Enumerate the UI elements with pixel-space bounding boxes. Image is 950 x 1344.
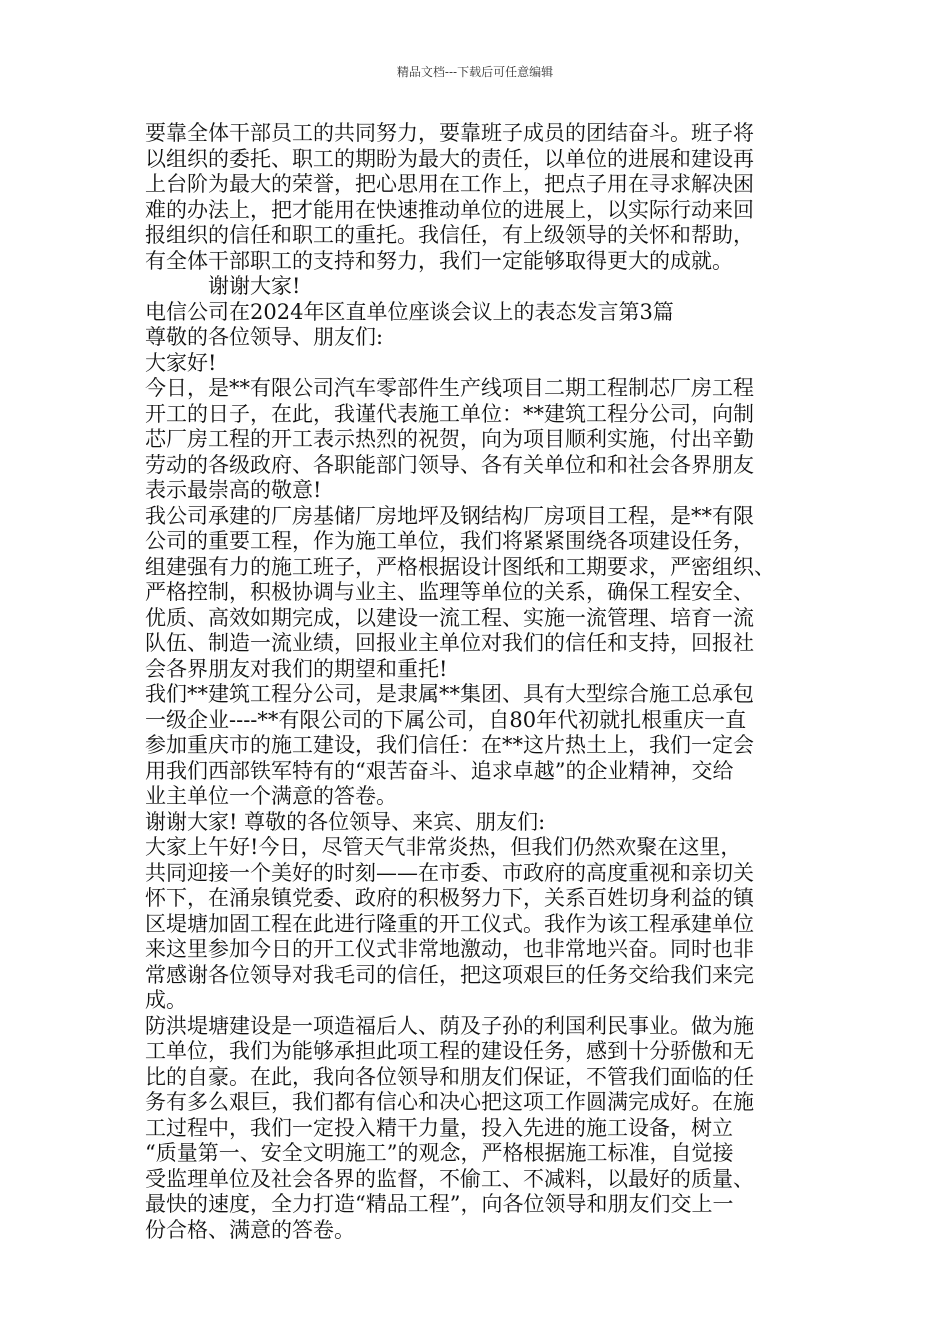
text-line: 优质、高效如期完成，以建设一流工程、实施一流管理、培育一流 <box>145 605 754 630</box>
text-line: 队伍、制造一流业绩，回报业主单位对我们的信任和支持，回报社 <box>145 631 754 655</box>
text-line: 表示最崇高的敬意! <box>145 478 322 502</box>
text-line: 尊敬的各位领导、朋友们: <box>145 325 384 349</box>
text-line: 业主单位一个满意的答卷。 <box>145 784 397 808</box>
document-body <box>145 121 815 1243</box>
text-line: 今日，是**有限公司汽车零部件生产线项目二期工程制芯厂房工程 <box>145 376 754 400</box>
text-line: 参加重庆市的施工建设，我们信任：在**这片热土上，我们一定会 <box>145 733 754 757</box>
text-line: 会各界朋友对我们的期望和重托! <box>145 656 448 681</box>
text-line: 常感谢各位领导对我毛司的信任，把这项艰巨的任务交给我们来完 <box>145 962 754 987</box>
text-line: 上台阶为最大的荣誉，把心思用在工作上，把点子用在寻求解决困 <box>145 172 754 196</box>
text-line: 我们**建筑工程分公司，是隶属**集团、具有大型综合施工总承包 <box>145 682 754 706</box>
text-line: 大家上午好!今日，尽管天气非常炎热，但我们仍然欢聚在这里， <box>145 835 742 859</box>
text-line: 有全体干部职工的支持和努力，我们一定能够取得更大的成就。 <box>145 248 733 273</box>
text-line: 区堤塘加固工程在此进行隆重的开工仪式。我作为该工程承建单位 <box>145 911 754 936</box>
text-line: 谢谢大家! <box>145 274 301 298</box>
text-line: 我公司承建的厂房基储厂房地坪及钢结构厂房项目工程，是**有限 <box>145 503 754 528</box>
text-line: 谢谢大家! 尊敬的各位领导、来宾、朋友们: <box>145 809 546 834</box>
text-line: 开工的日子，在此，我谨代表施工单位：**建筑工程分公司，向制 <box>145 401 754 426</box>
text-line: 组建强有力的施工班子，严格根据设计图纸和工期要求，严密组织、 <box>145 554 775 579</box>
text-line: 工单位，我们为能够承担此项工程的建设任务，感到十分骄傲和无 <box>145 1039 754 1063</box>
text-line: 难的办法上，把才能用在快速推动单位的进展上，以实际行动来回 <box>145 197 754 222</box>
text-line: 公司的重要工程，作为施工单位，我们将紧紧围绕各项建设任务， <box>145 529 754 553</box>
text-line: 成。 <box>145 988 187 1012</box>
text-line: 怀下，在涌泉镇党委、政府的积极努力下，关系百姓切身利益的镇 <box>145 886 754 910</box>
text-line: 以组织的委托、职工的期盼为最大的责任，以单位的进展和建设再 <box>145 146 754 171</box>
text-line: 严格控制，积极协调与业主、监理等单位的关系，确保工程安全、 <box>145 580 754 604</box>
section-title: 电信公司在2024年区直单位座谈会议上的表态发言第3篇 <box>145 299 674 324</box>
text-line: 芯厂房工程的开工表示热烈的祝贺，向为项目顺利实施，付出辛勤 <box>145 427 754 451</box>
page-header: 精品文档---下载后可任意编辑 <box>396 65 554 79</box>
text-line: 共同迎接一个美好的时刻——在市委、市政府的高度重视和亲切关 <box>145 860 754 885</box>
text-line: 防洪堤塘建设是一项造福后人、荫及子孙的利国利民事业。做为施 <box>145 1013 754 1038</box>
text-line: 工过程中，我们一定投入精干力量，投入先进的施工设备，树立 <box>145 1115 733 1140</box>
text-line: 要靠全体干部员工的共同努力，要靠班子成员的团结奋斗。班子将 <box>145 121 754 145</box>
text-line: 劳动的各级政府、各职能部门领导、各有关单位和和社会各界朋友 <box>145 452 754 477</box>
text-line: 报组织的信任和职工的重托。我信任，有上级领导的关怀和帮助， <box>145 223 754 247</box>
text-line: “质量第一、安全文明施工”的观念，严格根据施工标准，自觉接 <box>145 1141 734 1165</box>
text-line: 受监理单位及社会各界的监督，不偷工、不减料，以最好的质量、 <box>145 1166 754 1191</box>
text-line: 大家好! <box>145 350 217 375</box>
text-line: 比的自豪。在此，我向各位领导和朋友们保证，不管我们面临的任 <box>145 1064 754 1089</box>
text-line: 一级企业----**有限公司的下属公司，自80年代初就扎根重庆一直 <box>145 707 747 732</box>
text-line: 最快的速度，全力打造“精品工程”，向各位领导和朋友们交上一 <box>145 1192 734 1216</box>
text-line: 来这里参加今日的开工仪式非常地激动，也非常地兴奋。同时也非 <box>145 937 754 961</box>
text-line: 份合格、满意的答卷。 <box>145 1217 355 1242</box>
text-line: 用我们西部铁军特有的“艰苦奋斗、追求卓越”的企业精神，交给 <box>145 758 734 783</box>
text-line: 务有多么艰巨，我们都有信心和决心把这项工作圆满完成好。在施 <box>145 1090 754 1114</box>
